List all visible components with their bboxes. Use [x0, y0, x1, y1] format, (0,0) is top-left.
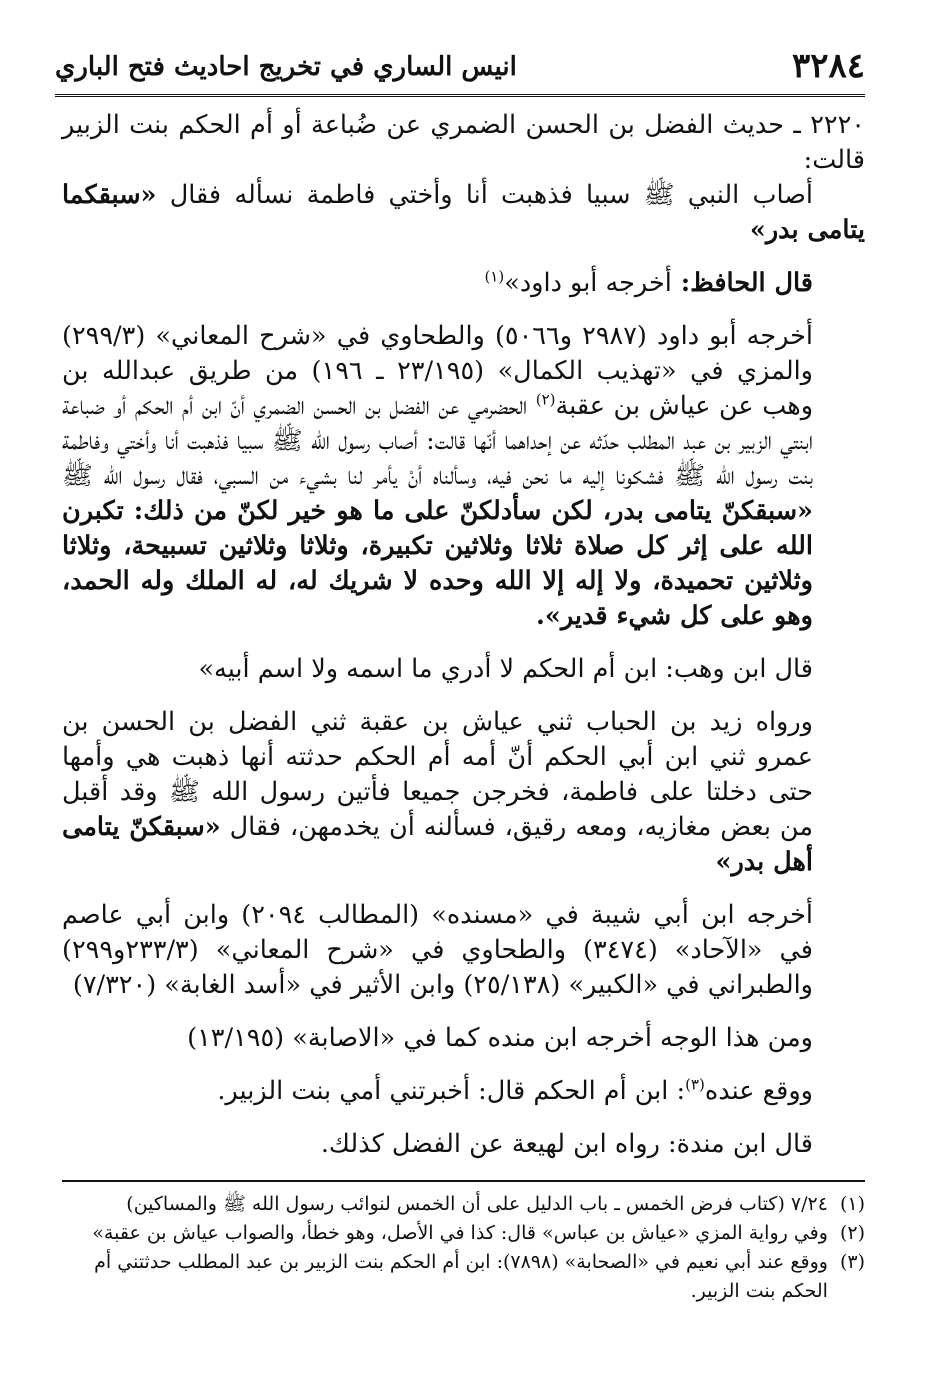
footnote-number: (١)	[839, 1193, 865, 1215]
footnote-text: ووقع عند أبي نعيم في «الصحابة» (٧٨٩٨): ابن أم الحكم بنت الزبير بن عبد المطلب حدثتني أم الحكم بنت الزبير.	[94, 1251, 828, 1302]
footnote-number: (٣)	[839, 1251, 865, 1273]
hafiz-statement	[62, 266, 865, 301]
footnote-ref-1: (١)	[484, 267, 505, 286]
paragraph-takhrij	[62, 319, 865, 634]
footnote-ref-2: (٢)	[535, 390, 556, 409]
footnote-number: (٢)	[839, 1222, 865, 1244]
main-text	[62, 108, 865, 1180]
page-number: ٣٢٨٤	[791, 46, 865, 86]
footnotes	[62, 1180, 865, 1306]
paragraph-waqa	[62, 1074, 865, 1109]
hadith-heading: ٢٢٢٠ ـ حديث الفضل بن الحسن الضمري عن ضُباعة أو أم الحكم بنت الزبير قالت:	[62, 110, 865, 175]
hadith-text: أصاب النبي ﷺ سبيا فذهبت أنا وأختي فاطمة نسأله فقال	[156, 180, 813, 210]
hafiz-text: أخرجه أبو داود»	[504, 268, 672, 298]
waqa-text-a: ووقع عنده	[704, 1076, 813, 1106]
paragraph-ibn-mandah: ومن هذا الوجه أخرجه ابن منده كما في «الاصابة» (١٣/١٩٥)	[187, 1023, 813, 1053]
footnote-text: وفي رواية المزي «عياش بن عباس» قال: كذا في الأصل، وهو خطأ، والصواب عياش بن عقبة»	[92, 1222, 828, 1244]
hadith-quote: «سبقكما يتامى بدر»	[62, 180, 865, 245]
zayd-quote: «سبقكنّ يتامى أهل بدر»	[62, 812, 813, 877]
footnote	[62, 1190, 865, 1219]
paragraph-zayd	[62, 705, 865, 880]
footnote	[62, 1248, 865, 1306]
footnote	[62, 1219, 865, 1248]
zayd-text: ورواه زيد بن الحباب ثني عياش بن عقبة ثني الفضل بن الحسن بن عمرو ثني ابن أبي الحكم أنّ أمه أم الحكم حدثته أنها ذهبت هي وأمها حتى دخلتا على فاطمة، فخرجن جميعا فأتين رسول الله ﷺ وقد أقبل من بعض مغازيه، ومعه رقيق، فسألنه أن يخدمهن، فقال	[62, 707, 813, 842]
takhrij-text-b: الحضرمي عن الفضل بن الحسن الضمري أنّ ابن أم الحكم أو ضباعة ابنتي الزبير بن عبد المطلب حدّثه عن إحداهما أنّها قالت: أصاب رسول الله ﷺ سبيا فذهبت أنا وأختي وفاطمة بنت رسول الله ﷺ فشكونا إليه ما نحن فيه، وسألناه أنْ يأمر لنا بشيء من السبي، فقال رسول الله ﷺ	[62, 391, 813, 491]
paragraph-ibn-mandah-2: قال ابن مندة: رواه ابن لهيعة عن الفضل كذلك.	[320, 1129, 813, 1159]
hafiz-label: قال الحافظ:	[671, 268, 813, 298]
paragraph-ibn-wahb: قال ابن وهب: ابن أم الحكم لا أدري ما اسمه ولا اسم أبيه»	[198, 654, 813, 684]
paragraph-ibn-abi-shayba: أخرجه ابن أبي شيبة في «مسنده» (المطالب ٢٠٩٤) وابن أبي عاصم في «الآحاد» (٣٤٧٤) والطحاوي في «شرح المعاني» (٢٣٣/٣و٢٩٩) والطبراني في «الكبير» (٢٥/١٣٨) وابن الأثير في «أسد الغابة» (٧/٣٢٠)	[62, 900, 814, 1000]
takhrij-quote: «سبقكنّ يتامى بدر، لكن سأدلكنّ على ما هو خير لكنّ من ذلك: تكبرن الله على إثر كل صلاة ثلاثا وثلاثين تكبيرة، وثلاثا وثلاثين تسبيحة، وثلاثا وثلاثين تحميدة، ولا إله إلا الله وحده لا شريك له، له الملك وله الحمد، وهو على كل شيء قدير».	[62, 496, 813, 631]
takhrij-text: أخرجه أبو داود (٢٩٨٧ و٥٠٦٦) والطحاوي في «شرح المعاني» (٢٩٩/٣) والمزي في «تهذيب الكمال» (٢٣/١٩٥ ـ ١٩٦) من طريق عبدالله بن وهب عن عياش بن عقبة	[62, 321, 814, 421]
footnote-ref-3: (٣)	[685, 1075, 705, 1094]
hadith-entry	[62, 108, 865, 248]
page-header	[55, 40, 865, 97]
book-title: انيس الساري في تخريج احاديث فتح الباري	[55, 52, 517, 82]
footnote-text: ٧/٢٤ (كتاب فرض الخمس ـ باب الدليل على أن الخمس لنوائب رسول الله ﷺ والمساكين)	[126, 1193, 828, 1215]
waqa-text-b: : ابن أم الحكم قال: أخبرتني أمي بنت الزبير.	[217, 1076, 686, 1106]
